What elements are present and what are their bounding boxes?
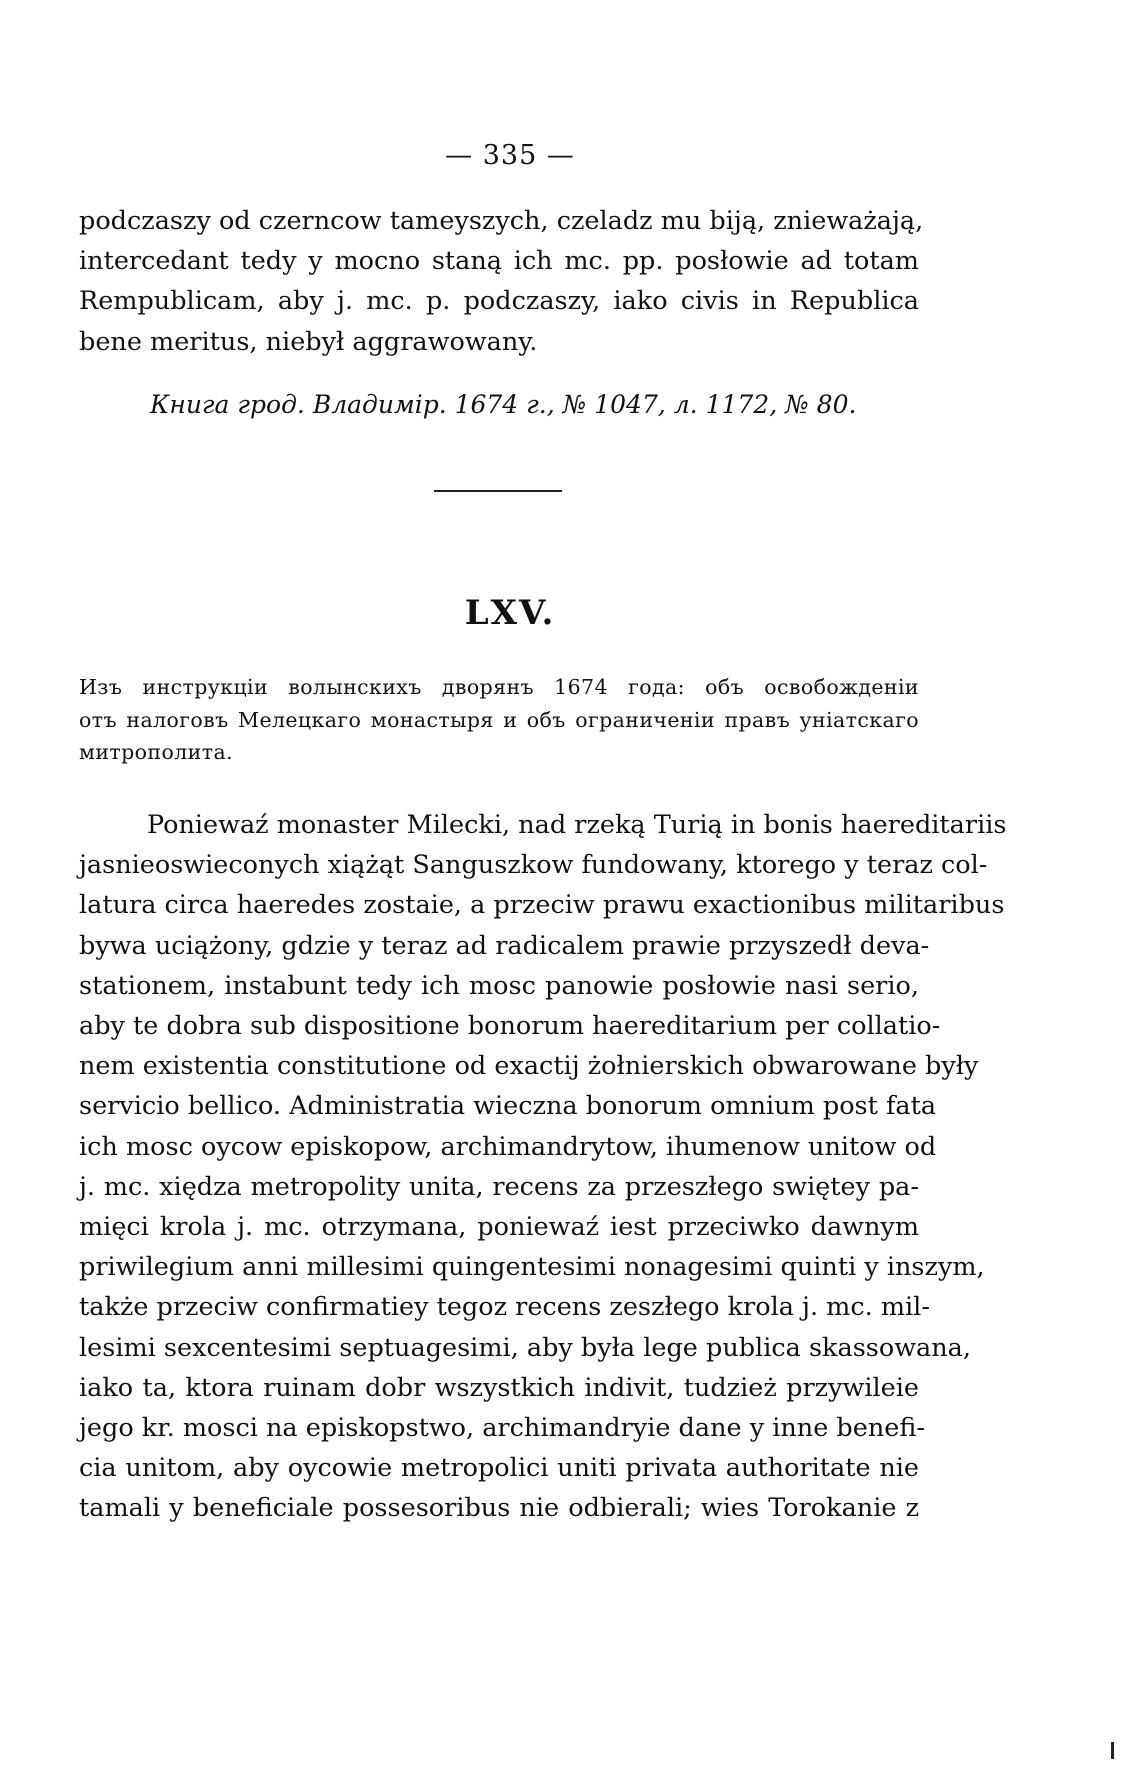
- text-line: ich mosc oycow episkopow, archimandrytow, ihumenow unitow od: [79, 1131, 937, 1162]
- text-line: także przeciw confirmatiey tegoz recens zeszłego krola j. mc. mil-: [79, 1292, 930, 1323]
- text-line: lesimi sexcentesimi septuagesimi, aby była lege publica skassowana,: [79, 1332, 971, 1363]
- text-line: nem existentia constitutione od exactij żołnierskich obwarowane były: [79, 1051, 979, 1082]
- text-line: j. mc. xiędza metropolity unita, recens za przeszłego swiętey pa-: [79, 1171, 919, 1202]
- text-line: jego kr. mosci na episkopstwo, archimandryie dane y inne benefi-: [79, 1413, 925, 1444]
- text-line: bene meritus, niebył aggrawowany.: [79, 326, 538, 357]
- text-line: Poniewaź monaster Milecki, nad rzeką Turią in bonis haereditariis: [147, 810, 1007, 840]
- section-divider: [434, 490, 562, 492]
- summary-line: митрополита.: [79, 740, 233, 764]
- text-line: priwilegium anni millesimi quingentesimi nonagesimi quinti y inszym,: [79, 1252, 985, 1283]
- text-line: podczaszy od czerncow tameyszych, czeladz mu biją, znieważają,: [79, 206, 924, 236]
- margin-mark: [1111, 1742, 1114, 1759]
- paragraph-continued: [79, 201, 924, 362]
- summary-line: Изъ инструкціи волынскихъ дворянъ 1674 года: объ освобожденіи: [79, 675, 919, 699]
- text-line: stationem, instabunt tedy ich mosc panowie posłowie nasi serio,: [79, 970, 919, 1001]
- text-line: tamali y beneficiale possesoribus nie odbierali; wies Torokanie z: [79, 1493, 919, 1524]
- text-line: iako ta, ktora ruinam dobr wszystkich indivit, tudzież przywileie: [79, 1372, 919, 1403]
- document-body-paragraph: [79, 805, 1007, 1529]
- text-line: latura circa haeredes zostaie, a przeciw prawu exactionibus militaribus: [79, 890, 1005, 921]
- text-line: cia unitom, aby oycowie metropolici uniti privata authoritate nie: [79, 1453, 919, 1484]
- page-number: — 335 —: [445, 140, 575, 171]
- text-line: intercedant tedy y mocno staną ich mc. pp. posłowie ad totam: [79, 246, 919, 277]
- text-line: aby te dobra sub dispositione bonorum haereditarium per collatio-: [79, 1011, 941, 1042]
- text-line: Rempublicam, aby j. mc. p. podczaszy, iako civis in Republica: [79, 286, 919, 317]
- document-number-heading: LXV.: [464, 593, 556, 633]
- summary-line: отъ налоговъ Мелецкаго монастыря и объ ограниченіи правъ уніатскаго: [79, 707, 919, 732]
- document-summary: [79, 671, 919, 769]
- source-citation: Книга грод. Владимір. 1674 г., № 1047, л. 1172, № 80.: [150, 390, 857, 419]
- text-line: jasnieoswieconych xiążąt Sanguszkow fundowany, ktorego y teraz col-: [79, 850, 988, 881]
- text-line: bywa uciążony, gdzie y teraz ad radicalem prawie przyszedł deva-: [79, 930, 930, 961]
- text-line: servicio bellico. Administratia wieczna bonorum omnium post fata: [79, 1091, 937, 1122]
- text-line: mięci krola j. mc. otrzymana, poniewaź iest przeciwko dawnym: [79, 1212, 919, 1243]
